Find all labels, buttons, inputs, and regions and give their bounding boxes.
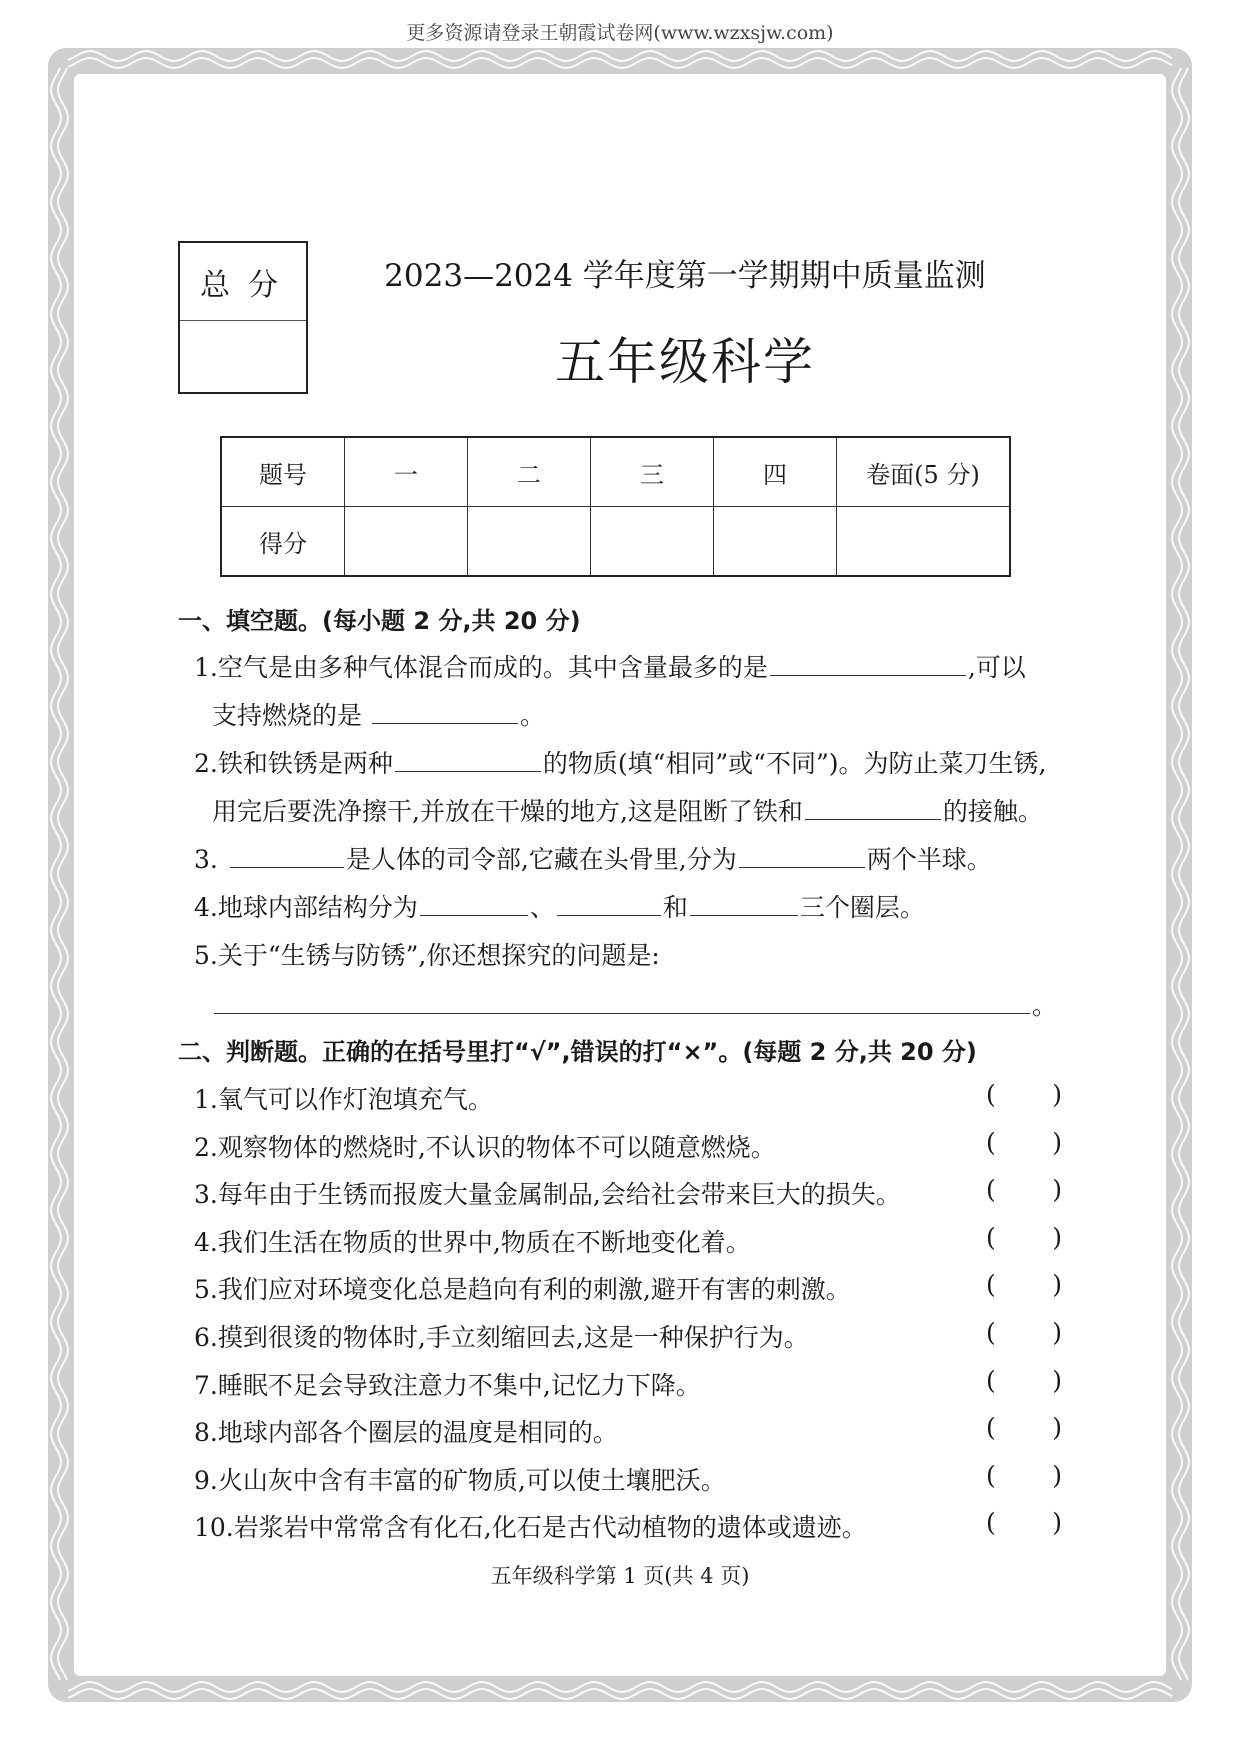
answer-blank[interactable] — [420, 893, 528, 916]
answer-parentheses[interactable] — [986, 1223, 1062, 1252]
question-text: 2.铁和铁锈是两种 — [194, 749, 393, 778]
fill-question-5-answer — [212, 986, 1057, 1022]
paren-close: ) — [1052, 1270, 1062, 1299]
question-text: 9.火山灰中含有丰富的矿物质,可以使土壤肥沃。 — [194, 1466, 726, 1495]
subject-title: 五年级科学 — [555, 333, 815, 391]
answer-blank[interactable] — [739, 845, 865, 868]
score-table-header-cell: 一 — [345, 437, 468, 507]
score-table-header-cell: 题号 — [221, 437, 345, 507]
score-cell[interactable] — [345, 507, 468, 577]
question-text: 3.每年由于生锈而报废大量金属制品,会给社会带来巨大的损失。 — [194, 1180, 901, 1209]
judge-question — [194, 1128, 776, 1164]
paren-close: ) — [1052, 1366, 1062, 1395]
fill-question-2 — [194, 744, 1046, 780]
judge-question — [194, 1461, 726, 1497]
judge-question — [194, 1413, 618, 1449]
judge-question — [194, 1223, 751, 1259]
fill-question-1 — [194, 648, 1026, 684]
answer-parentheses[interactable] — [986, 1413, 1062, 1442]
score-table-score-row — [221, 507, 1010, 577]
judge-question — [194, 1366, 701, 1402]
score-row-label: 得分 — [221, 507, 345, 577]
paren-open: ( — [986, 1461, 996, 1490]
paren-close: ) — [1052, 1461, 1062, 1490]
answer-parentheses[interactable] — [986, 1508, 1062, 1537]
answer-blank[interactable] — [230, 845, 344, 868]
paren-close: ) — [1052, 1318, 1062, 1347]
score-cell[interactable] — [837, 507, 1011, 577]
question-text: 6.摸到很烫的物体时,手立刻缩回去,这是一种保护行为。 — [194, 1323, 809, 1352]
fill-question-3 — [194, 840, 992, 876]
question-text: 5.关于“生锈与防锈”,你还想探究的问题是: — [194, 941, 660, 970]
answer-blank[interactable] — [557, 893, 661, 916]
fill-question-5 — [194, 936, 660, 972]
exam-title: 2023—2024 学年度第一学期期中质量监测 — [384, 258, 986, 294]
total-score-cell[interactable] — [180, 321, 306, 393]
question-text: 用完后要洗净擦干,并放在干燥的地方,这是阻断了铁和 — [212, 797, 803, 826]
paren-open: ( — [986, 1366, 996, 1395]
score-cell[interactable] — [714, 507, 837, 577]
score-table-header-cell: 四 — [714, 437, 837, 507]
answer-parentheses[interactable] — [986, 1175, 1062, 1204]
answer-blank[interactable] — [770, 653, 966, 676]
answer-blank[interactable] — [372, 701, 518, 724]
question-text: 支持燃烧的是 — [212, 701, 363, 730]
question-text: 是人体的司令部,它藏在头骨里,分为 — [345, 845, 737, 874]
question-text: ,可以 — [967, 653, 1026, 682]
fill-question-1-cont — [212, 696, 545, 732]
question-text: 2.观察物体的燃烧时,不认识的物体不可以随意燃烧。 — [194, 1133, 776, 1162]
score-table — [220, 436, 1011, 577]
section1-heading: 一、填空题。(每小题 2 分,共 20 分) — [178, 607, 581, 635]
watermark-text: 更多资源请登录王朝霞试卷网(www.wzxsjw.com) — [406, 22, 834, 44]
paren-open: ( — [986, 1318, 996, 1347]
paren-open: ( — [986, 1270, 996, 1299]
judge-question — [194, 1270, 851, 1306]
question-text: 。 — [1032, 991, 1058, 1020]
paren-open: ( — [986, 1080, 996, 1109]
answer-line[interactable] — [214, 991, 1030, 1014]
score-cell[interactable] — [468, 507, 591, 577]
question-text: 和 — [662, 893, 688, 922]
question-text: 3. — [194, 845, 218, 874]
judge-question — [194, 1508, 867, 1544]
paren-close: ) — [1052, 1128, 1062, 1157]
question-text: 8.地球内部各个圈层的温度是相同的。 — [194, 1418, 618, 1447]
paren-close: ) — [1052, 1175, 1062, 1204]
answer-parentheses[interactable] — [986, 1270, 1062, 1299]
paren-open: ( — [986, 1175, 996, 1204]
question-text: 三个圈层。 — [799, 893, 925, 922]
question-text: 的物质(填“相同”或“不同”)。为防止菜刀生锈, — [542, 749, 1047, 778]
score-table-header-row — [221, 437, 1010, 507]
total-score-label: 总分 — [180, 243, 306, 321]
answer-parentheses[interactable] — [986, 1080, 1062, 1109]
answer-parentheses[interactable] — [986, 1366, 1062, 1395]
question-text: 10.岩浆岩中常常含有化石,化石是古代动植物的遗体或遗迹。 — [194, 1513, 867, 1542]
answer-parentheses[interactable] — [986, 1461, 1062, 1490]
score-table-header-cell: 三 — [591, 437, 714, 507]
answer-blank[interactable] — [395, 749, 541, 772]
judge-question — [194, 1080, 493, 1116]
fill-question-4 — [194, 888, 925, 924]
question-text: 两个半球。 — [866, 845, 992, 874]
question-text: 、 — [529, 893, 555, 922]
paren-open: ( — [986, 1413, 996, 1442]
paren-open: ( — [986, 1508, 996, 1537]
question-text: 1.空气是由多种气体混合而成的。其中含量最多的是 — [194, 653, 768, 682]
paren-close: ) — [1052, 1223, 1062, 1252]
score-cell[interactable] — [591, 507, 714, 577]
question-text: 1.氧气可以作灯泡填充气。 — [194, 1085, 493, 1114]
answer-parentheses[interactable] — [986, 1128, 1062, 1157]
score-table-header-cell: 二 — [468, 437, 591, 507]
fill-question-2-cont — [212, 792, 1043, 828]
paren-close: ) — [1052, 1508, 1062, 1537]
question-text: 5.我们应对环境变化总是趋向有利的刺激,避开有害的刺激。 — [194, 1275, 851, 1304]
score-table-header-cell: 卷面(5 分) — [837, 437, 1011, 507]
question-text: 的接触。 — [942, 797, 1043, 826]
answer-parentheses[interactable] — [986, 1318, 1062, 1347]
answer-blank[interactable] — [690, 893, 798, 916]
judge-question — [194, 1318, 809, 1354]
question-text: 。 — [520, 701, 546, 730]
paren-open: ( — [986, 1128, 996, 1157]
total-score-box — [178, 241, 308, 394]
judge-question — [194, 1175, 901, 1211]
page-footer: 五年级科学第 1 页(共 4 页) — [490, 1564, 750, 1588]
section2-heading: 二、判断题。正确的在括号里打“√”,错误的打“×”。(每题 2 分,共 20 分) — [178, 1038, 977, 1066]
paren-open: ( — [986, 1223, 996, 1252]
paren-close: ) — [1052, 1080, 1062, 1109]
paren-close: ) — [1052, 1413, 1062, 1442]
answer-blank[interactable] — [805, 797, 941, 820]
question-text: 7.睡眠不足会导致注意力不集中,记忆力下降。 — [194, 1371, 701, 1400]
question-text: 4.我们生活在物质的世界中,物质在不断地变化着。 — [194, 1228, 751, 1257]
question-text: 4.地球内部结构分为 — [194, 893, 418, 922]
